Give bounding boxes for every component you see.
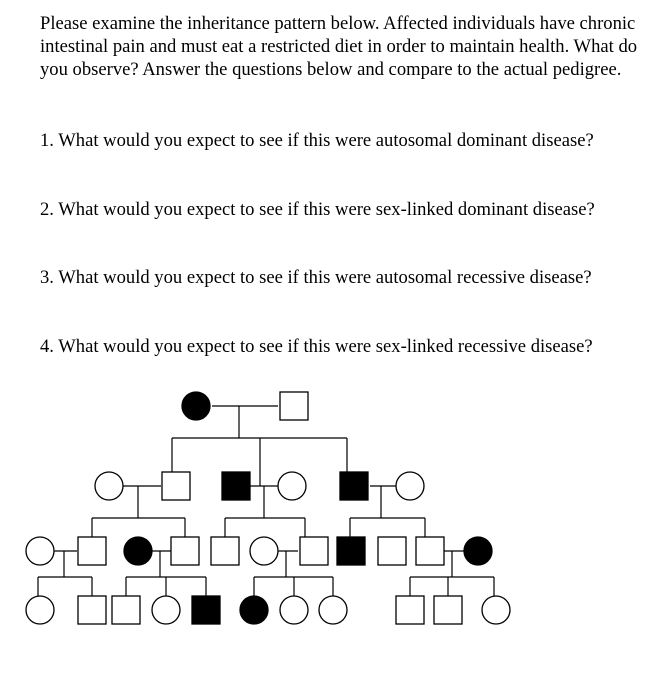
unaffected-male-generation-3-4 [171,537,199,565]
affected-female-generation-3-11 [464,537,492,565]
affected-male-generation-2-3 [222,472,250,500]
unaffected-female-generation-2-1 [95,472,123,500]
unaffected-female-generation-2-6 [396,472,424,500]
unaffected-female-generation-4-8 [319,596,347,624]
unaffected-female-generation-4-11 [482,596,510,624]
unaffected-female-generation-3-1 [26,537,54,565]
affected-male-generation-2-5 [340,472,368,500]
unaffected-male-generation-3-2 [78,537,106,565]
question-3: 3. What would you expect to see if this were autosomal recessive disease? [40,267,592,288]
affected-female-generation-3-3 [124,537,152,565]
affected-female-generation-4-6 [240,596,268,624]
unaffected-female-generation-3-6 [250,537,278,565]
unaffected-male-generation-4-2 [78,596,106,624]
unaffected-male-generation-4-10 [434,596,462,624]
unaffected-male-generation-4-9 [396,596,424,624]
question-1: 1. What would you expect to see if this were autosomal dominant disease? [40,130,594,151]
unaffected-male-generation-3-9 [378,537,406,565]
unaffected-male-generation-1-2 [280,392,308,420]
unaffected-male-generation-3-10 [416,537,444,565]
pedigree-lines [38,406,494,596]
affected-male-generation-3-8 [337,537,365,565]
unaffected-male-generation-3-5 [211,537,239,565]
question-4: 4. What would you expect to see if this were sex-linked recessive disease? [40,336,593,357]
unaffected-male-generation-2-2 [162,472,190,500]
affected-female-generation-1-1 [182,392,210,420]
pedigree-individuals [26,392,510,624]
unaffected-male-generation-4-3 [112,596,140,624]
unaffected-male-generation-3-7 [300,537,328,565]
unaffected-female-generation-4-7 [280,596,308,624]
unaffected-female-generation-4-4 [152,596,180,624]
affected-male-generation-4-5 [192,596,220,624]
unaffected-female-generation-4-1 [26,596,54,624]
question-2: 2. What would you expect to see if this were sex-linked dominant disease? [40,199,595,220]
unaffected-female-generation-2-4 [278,472,306,500]
intro-paragraph: Please examine the inheritance pattern below. Affected individuals have chronic intestinal pain and must eat a restricted diet in order to maintain health. What do you observe? Answer the questions below and compare to the actual pedigree. [40,13,638,80]
